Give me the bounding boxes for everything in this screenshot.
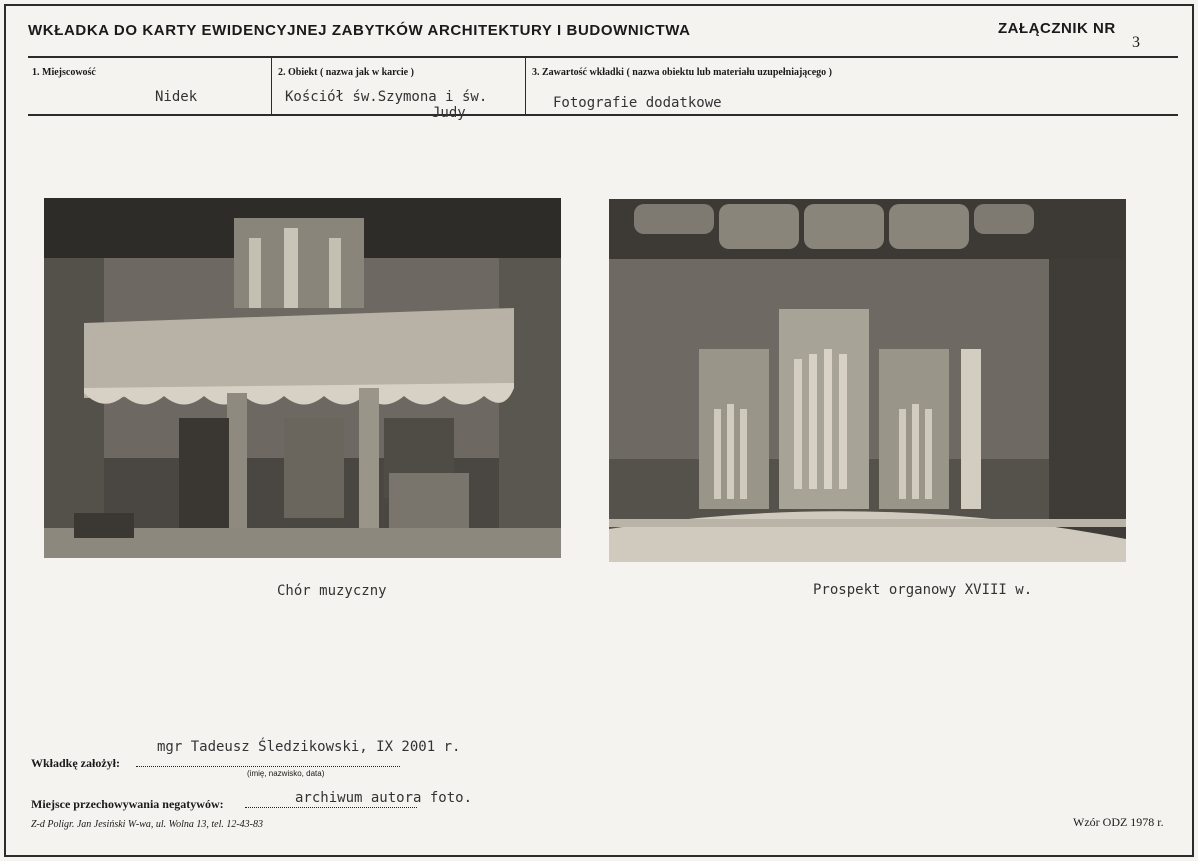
author-dotted-line — [136, 766, 400, 767]
author-hint: (imię, nazwisko, data) — [247, 769, 325, 778]
author-label: Wkładkę założył: — [31, 756, 120, 770]
fields-divider — [28, 114, 1178, 116]
header-divider — [28, 56, 1178, 58]
form-title: WKŁADKA DO KARTY EWIDENCYJNEJ ZABYTKÓW ARCHITEKTURY I BUDOWNICTWA — [28, 22, 691, 39]
photo-organ-prospect — [609, 199, 1126, 562]
photo-choir-loft — [44, 198, 561, 558]
choir-loft-image — [44, 198, 561, 558]
negatives-dotted-line — [245, 807, 417, 808]
field-separator-1 — [271, 58, 272, 114]
content-label: 3. Zawartość wkładki ( nazwa obiektu lub materiału uzupełniającego ) — [532, 67, 833, 78]
locality-value: Nidek — [155, 89, 198, 105]
author-value: mgr Tadeusz Śledzikowski, IX 2001 r. — [157, 739, 461, 755]
object-value-line1: Kościół św.Szymona i św. — [285, 89, 488, 105]
content-value: Fotografie dodatkowe — [553, 95, 722, 111]
organ-prospect-image — [609, 199, 1126, 562]
annex-label: ZAŁĄCZNIK NR — [998, 20, 1116, 37]
annex-number: 3 — [1132, 34, 1140, 51]
photo-caption-1: Chór muzyczny — [277, 583, 387, 599]
object-value-line2: Judy — [432, 105, 466, 121]
object-label: 2. Obiekt ( nazwa jak w karcie ) — [278, 67, 414, 78]
negatives-value: archiwum autora foto. — [295, 790, 473, 806]
locality-label: 1. Miejscowość — [32, 67, 96, 78]
field-separator-2 — [525, 58, 526, 114]
form-pattern: Wzór ODZ 1978 r. — [1073, 815, 1164, 829]
photo-caption-2: Prospekt organowy XVIII w. — [813, 582, 1033, 598]
negatives-label: Miejsce przechowywania negatywów: — [31, 797, 224, 811]
printer-imprint: Z-d Poligr. Jan Jesiński W-wa, ul. Wolna 13, tel. 12-43-83 — [31, 819, 264, 830]
